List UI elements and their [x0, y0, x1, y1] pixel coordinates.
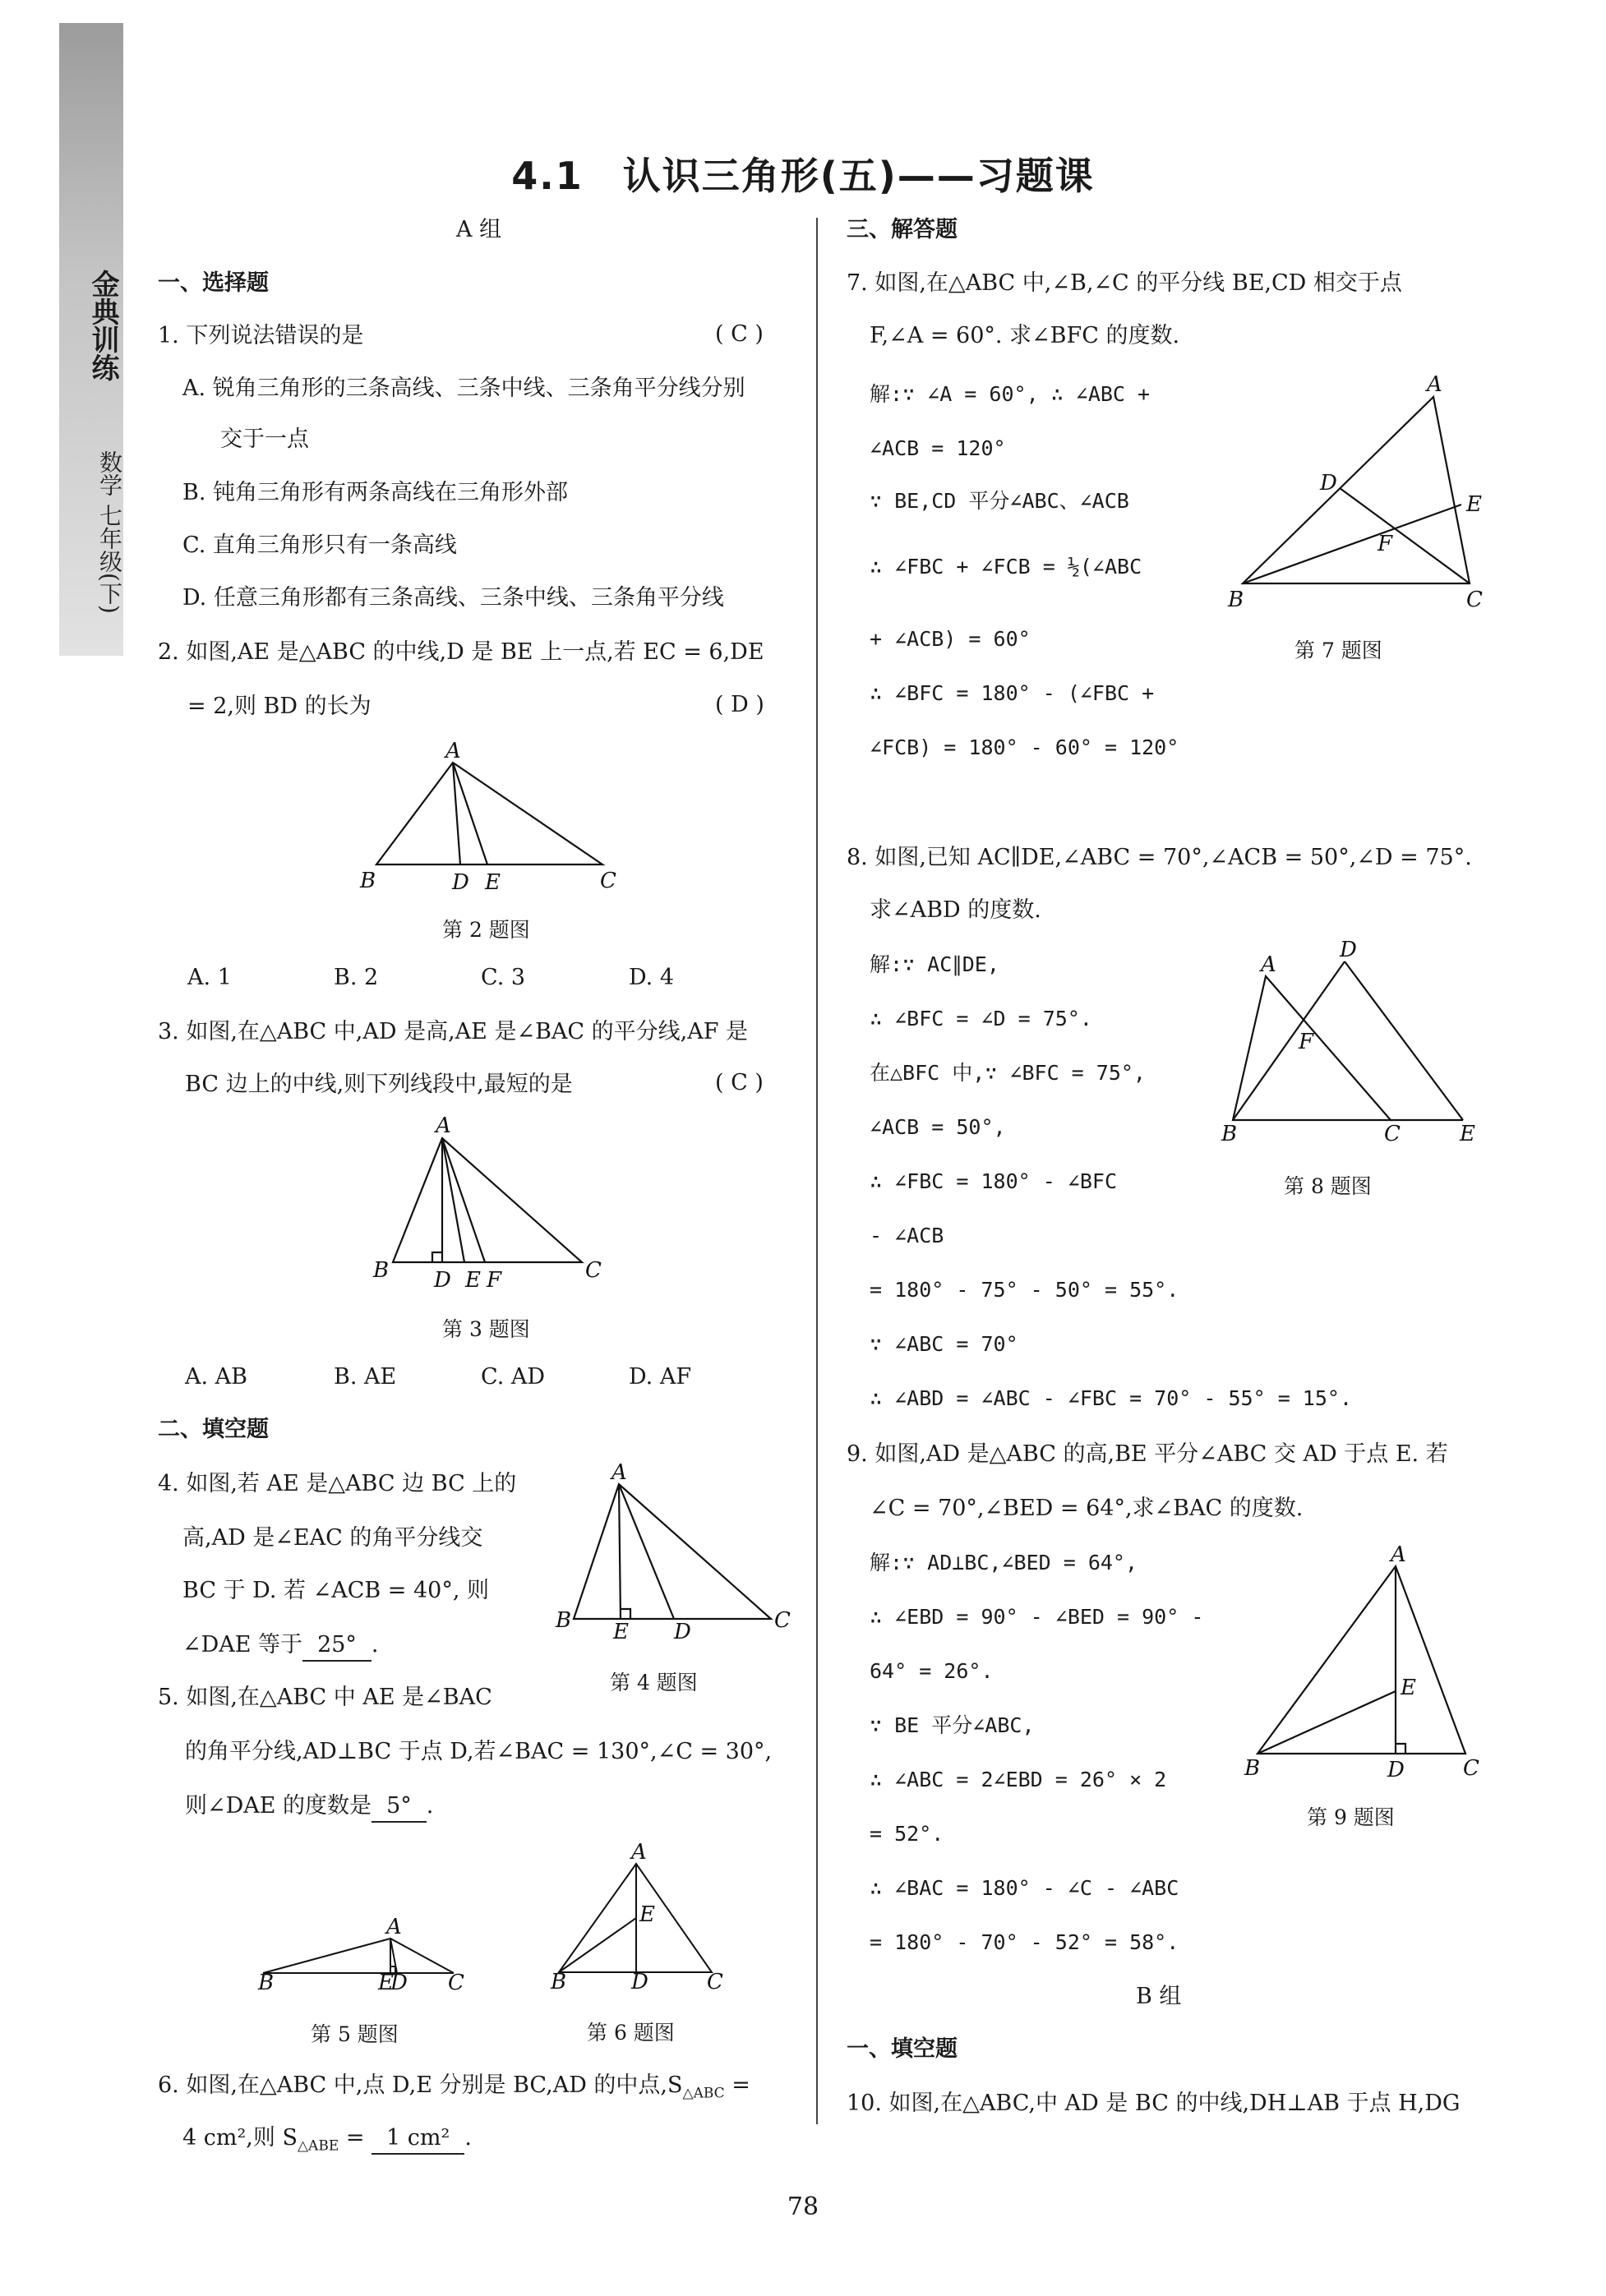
- q9-label-e: E: [1401, 1676, 1416, 1700]
- q1-option-c: C. 直角三角形只有一条高线: [182, 533, 457, 558]
- q6-line1-text: 6. 如图,在△ABC 中,点 D,E 分别是 BC,AD 的中点,S: [158, 2072, 683, 2098]
- q5-figure: [247, 1911, 477, 1996]
- q5-answer-blank: 5°: [372, 1791, 427, 1823]
- q2-stem: 2. 如图,AE 是△ABC 的中线,D 是 BE 上一点,若 EC = 6,DE: [158, 639, 764, 665]
- q9-stem-cont: ∠C = 70°,∠BED = 64°,求∠BAC 的度数.: [870, 1496, 1304, 1521]
- q5-caption: 第 5 题图: [311, 2022, 399, 2046]
- q7-sol-2: ∠ACB = 120°: [870, 436, 1006, 460]
- q8-sol-4: ∠ACB = 50°,: [870, 1115, 1006, 1139]
- q2-label-c: C: [600, 869, 616, 893]
- q2-option-c: C. 3: [481, 965, 526, 990]
- page-title: 4.1 认识三角形(五)——习题课: [511, 154, 1095, 198]
- column-divider: [816, 218, 818, 2124]
- q9-sol-7: ∴ ∠BAC = 180° - ∠C - ∠ABC: [870, 1876, 1179, 1900]
- q1-option-a: A. 锐角三角形的三条高线、三条中线、三条角平分线分别: [182, 376, 745, 401]
- q7-label-b: B: [1228, 588, 1244, 612]
- q5-label-a: A: [386, 1915, 402, 1939]
- q7-sol-4: ∴ ∠FBC + ∠FCB = ½(∠ABC: [870, 555, 1142, 579]
- q4-line2: 高,AD 是∠EAC 的角平分线交: [182, 1525, 483, 1551]
- q4-line4-end: .: [371, 1632, 379, 1657]
- q7-sol-7: ∠FCB) = 180° - 60° = 120°: [870, 735, 1179, 759]
- q6-label-c: C: [707, 1970, 723, 1994]
- q4-line1: 4. 如图,若 AE 是△ABC 边 BC 上的: [158, 1471, 517, 1496]
- q3-stem: 3. 如图,在△ABC 中,AD 是高,AE 是∠BAC 的平分线,AF 是: [158, 1019, 749, 1044]
- q4-line3: BC 于 D. 若 ∠ACB = 40°, 则: [182, 1578, 490, 1603]
- q7-label-e: E: [1466, 492, 1482, 517]
- q4-label-d: D: [674, 1620, 691, 1644]
- q3-caption: 第 3 题图: [442, 1317, 530, 1341]
- q9-sol-8: = 180° - 70° - 52° = 58°.: [870, 1930, 1179, 1954]
- q3-option-d: D. AF: [629, 1364, 692, 1390]
- q9-caption: 第 9 题图: [1307, 1805, 1395, 1829]
- q5-label-c: C: [448, 1971, 464, 1995]
- q7-sol-1: 解:∵ ∠A = 60°, ∴ ∠ABC +: [870, 382, 1151, 406]
- q8-label-a: A: [1261, 952, 1276, 977]
- section-answer: 三、解答题: [847, 217, 958, 242]
- q1-option-b: B. 钝角三角形有两条高线在三角形外部: [182, 480, 569, 505]
- q4-label-e: E: [613, 1620, 629, 1644]
- q5-label-d: D: [390, 1971, 408, 1995]
- q9-figure: [1233, 1535, 1496, 1785]
- q6-label-b: B: [551, 1970, 567, 1994]
- q8-sol-5: ∴ ∠FBC = 180° - ∠BFC: [870, 1169, 1118, 1193]
- q2-option-d: D. 4: [629, 965, 675, 990]
- q8-figure: [1208, 938, 1479, 1146]
- q4-label-a: A: [611, 1460, 627, 1485]
- q1-answer: ( C ): [715, 321, 764, 347]
- q6-line1: [158, 2071, 750, 2108]
- q6-sub-abc: △ABC: [682, 2085, 725, 2102]
- q4-answer-blank: 25°: [302, 1630, 372, 1662]
- q9-label-c: C: [1463, 1756, 1479, 1781]
- q8-stem-cont: 求∠ABD 的度数.: [870, 897, 1041, 923]
- q2-label-b: B: [360, 869, 376, 893]
- q3-label-d: D: [434, 1268, 451, 1293]
- q7-figure: [1216, 368, 1488, 610]
- q3-option-c: C. AD: [481, 1364, 546, 1390]
- group-a-heading: A 组: [456, 217, 502, 242]
- q8-sol-2: ∴ ∠BFC = ∠D = 75°.: [870, 1007, 1092, 1030]
- q6-sub-abe: △ABE: [297, 2137, 339, 2155]
- q9-sol-4: ∵ BE 平分∠ABC,: [870, 1713, 1035, 1737]
- q7-stem: 7. 如图,在△ABC 中,∠B,∠C 的平分线 BE,CD 相交于点: [847, 270, 1402, 296]
- q10-stem: 10. 如图,在△ABC,中 AD 是 BC 的中线,DH⊥AB 于点 H,DG: [847, 2091, 1461, 2116]
- q3-label-c: C: [585, 1258, 602, 1283]
- q2-label-d: D: [452, 870, 469, 895]
- q2-label-a: A: [445, 739, 461, 763]
- q9-sol-6: = 52°.: [870, 1822, 944, 1846]
- q2-option-b: B. 2: [334, 965, 379, 990]
- q4-line4: [182, 1630, 379, 1662]
- q9-label-d: D: [1387, 1758, 1405, 1782]
- q7-label-c: C: [1466, 588, 1483, 612]
- q5-line3-text: 则∠DAE 的度数是: [185, 1793, 372, 1819]
- q5-line1: 5. 如图,在△ABC 中 AE 是∠BAC: [158, 1685, 492, 1710]
- q2-stem-cont: = 2,则 BD 的长为: [187, 694, 372, 719]
- q8-label-c: C: [1384, 1122, 1401, 1146]
- q3-label-f: F: [487, 1268, 502, 1293]
- q5-line3: [185, 1791, 433, 1823]
- q7-label-d: D: [1320, 471, 1337, 496]
- q5-label-b: B: [258, 1971, 275, 1995]
- q6-line2-text: 4 cm²,则 S: [182, 2125, 298, 2151]
- q3-figure: [370, 1113, 616, 1300]
- q7-label-f: F: [1378, 532, 1393, 556]
- q8-label-d: D: [1340, 938, 1357, 962]
- q4-label-c: C: [774, 1608, 791, 1633]
- q3-label-a: A: [436, 1113, 451, 1138]
- q3-label-b: B: [373, 1258, 390, 1283]
- q3-label-e: E: [465, 1268, 481, 1293]
- q4-figure: [551, 1460, 797, 1644]
- q9-sol-5: ∴ ∠ABC = 2∠EBD = 26° × 2: [870, 1768, 1167, 1791]
- q6-label-a: A: [631, 1840, 647, 1865]
- q6-line1-eq: =: [724, 2072, 750, 2098]
- section-fill: 二、填空题: [158, 1417, 269, 1442]
- q1-stem: 1. 下列说法错误的是: [158, 323, 364, 348]
- q2-label-e: E: [485, 870, 501, 895]
- q8-label-f: F: [1299, 1030, 1314, 1054]
- q8-sol-8: ∵ ∠ABC = 70°: [870, 1332, 1018, 1356]
- series-title: 金典训练: [86, 270, 119, 381]
- q6-line2: [182, 2123, 472, 2160]
- q5-line2: 的角平分线,AD⊥BC 于点 D,若∠BAC = 130°,∠C = 30°,: [185, 1739, 773, 1764]
- q6-label-d: D: [631, 1970, 648, 1994]
- q7-caption: 第 7 题图: [1294, 639, 1382, 662]
- q6-line2-end: .: [464, 2125, 472, 2151]
- q8-label-b: B: [1221, 1122, 1238, 1146]
- book-subtitle: 数学 七年级(下): [96, 450, 123, 614]
- q9-label-b: B: [1244, 1756, 1261, 1781]
- sidebar-tab: [59, 23, 123, 656]
- q9-label-a: A: [1391, 1542, 1406, 1567]
- group-b-heading: B 组: [1136, 1984, 1182, 2009]
- q6-figure: [542, 1839, 740, 1999]
- q3-stem-cont: BC 边上的中线,则下列线段中,最短的是: [185, 1072, 573, 1097]
- q3-option-a: A. AB: [185, 1364, 248, 1390]
- q2-answer: ( D ): [715, 692, 764, 717]
- q9-stem: 9. 如图,AD 是△ABC 的高,BE 平分∠ABC 交 AD 于点 E. 若: [847, 1441, 1448, 1467]
- q9-sol-2: ∴ ∠EBD = 90° - ∠BED = 90° -: [870, 1605, 1204, 1629]
- q7-stem-cont: F,∠A = 60°. 求∠BFC 的度数.: [870, 323, 1180, 348]
- q4-caption: 第 4 题图: [610, 1671, 698, 1694]
- q8-label-e: E: [1460, 1122, 1475, 1146]
- q7-sol-5: + ∠ACB) = 60°: [870, 627, 1031, 651]
- q1-option-a-cont: 交于一点: [220, 426, 309, 452]
- q7-sol-3: ∵ BE,CD 平分∠ABC、∠ACB: [870, 489, 1129, 513]
- q5-line3-end: .: [426, 1793, 434, 1819]
- q8-sol-1: 解:∵ AC∥DE,: [870, 952, 999, 976]
- q8-sol-6: - ∠ACB: [870, 1224, 944, 1247]
- q8-caption: 第 8 题图: [1284, 1174, 1372, 1198]
- q3-option-b: B. AE: [334, 1364, 397, 1390]
- q6-label-e: E: [639, 1902, 655, 1927]
- q2-figure: [353, 740, 625, 907]
- section-b-fill: 一、填空题: [847, 2036, 958, 2062]
- q4-line4-text: ∠DAE 等于: [182, 1632, 303, 1657]
- q7-sol-6: ∴ ∠BFC = 180° - (∠FBC +: [870, 681, 1155, 705]
- q6-answer-blank: 1 cm²: [372, 2123, 464, 2155]
- section-choice: 一、选择题: [158, 270, 269, 296]
- page-number: 78: [787, 2192, 819, 2221]
- q4-label-b: B: [556, 1608, 572, 1633]
- q6-line2-mid: =: [339, 2125, 372, 2151]
- q2-caption: 第 2 题图: [442, 918, 530, 942]
- q6-caption: 第 6 题图: [587, 2021, 675, 2045]
- q9-sol-1: 解:∵ AD⊥BC,∠BED = 64°,: [870, 1551, 1138, 1574]
- q7-label-a: A: [1427, 372, 1442, 397]
- q1-option-d: D. 任意三角形都有三条高线、三条中线、三条角平分线: [182, 585, 724, 611]
- q9-sol-3: 64° = 26°.: [870, 1659, 994, 1683]
- q8-sol-3: 在△BFC 中,∵ ∠BFC = 75°,: [870, 1061, 1146, 1085]
- q8-sol-7: = 180° - 75° - 50° = 55°.: [870, 1278, 1179, 1302]
- q8-sol-9: ∴ ∠ABD = ∠ABC - ∠FBC = 70° - 55° = 15°.: [870, 1386, 1352, 1410]
- q8-stem: 8. 如图,已知 AC∥DE,∠ABC = 70°,∠ACB = 50°,∠D = 75°.: [847, 845, 1472, 870]
- q3-answer: ( C ): [715, 1070, 764, 1095]
- q2-option-a: A. 1: [187, 965, 232, 990]
- q5-label-e: E: [378, 1971, 394, 1995]
